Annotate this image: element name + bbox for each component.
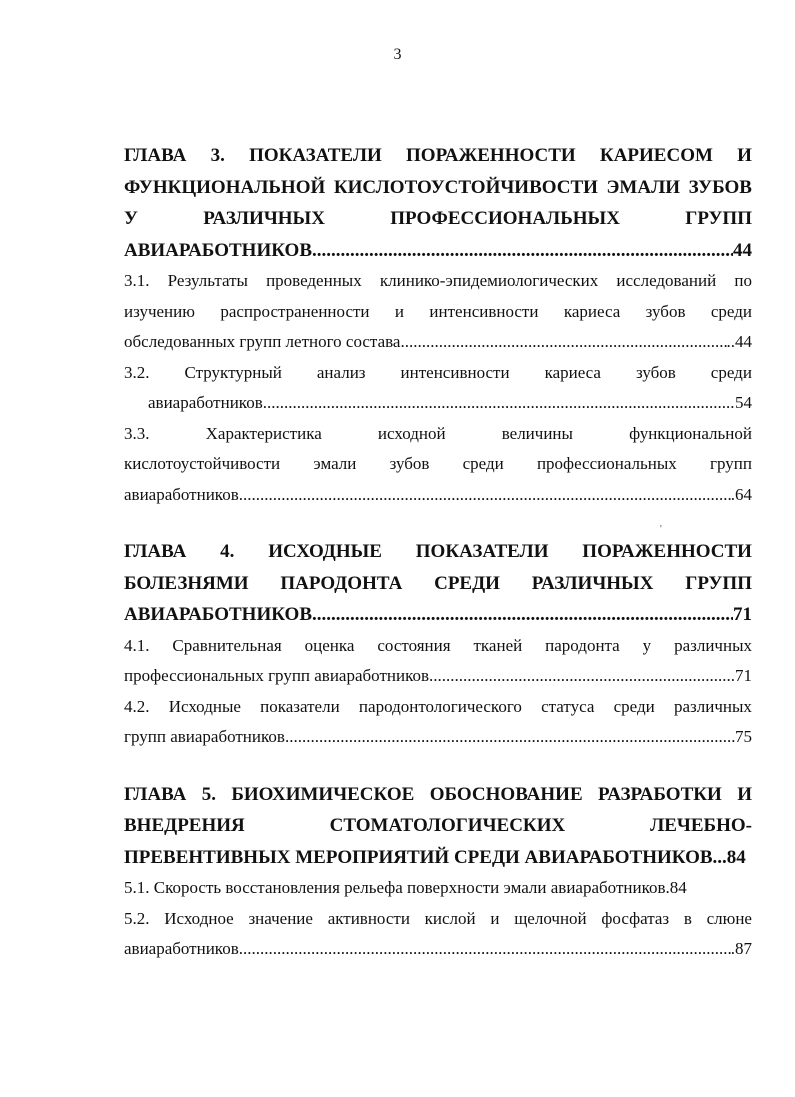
chapter-gap [124, 510, 752, 536]
word: среди [613, 696, 655, 716]
word: изучению [124, 301, 195, 321]
entry-page: 71 [735, 666, 752, 685]
chapter-title-line [124, 536, 752, 568]
dot-leader [239, 480, 731, 511]
word: исходной [377, 423, 446, 443]
word: ПОКАЗАТЕЛИ [249, 145, 382, 166]
word: и [490, 908, 500, 928]
section-last-line [124, 934, 752, 965]
word: БОЛЕЗНЯМИ [124, 572, 249, 594]
dot-leader [263, 388, 735, 419]
entry-text: авиаработников [148, 393, 263, 412]
section-last-line [124, 388, 752, 419]
word: показатели [260, 696, 340, 716]
word: 3.2. [124, 362, 150, 382]
word: Исходные [168, 696, 241, 716]
word: 3.1. [124, 271, 150, 290]
word: СРЕДИ [434, 572, 500, 594]
section-last-line [124, 327, 752, 358]
word: интенсивности [400, 362, 510, 382]
word: ЭМАЛИ [606, 176, 681, 198]
dot-leader [312, 235, 733, 267]
word: ОБОСНОВАНИЕ [429, 783, 583, 805]
word: И [737, 783, 752, 805]
chapter-title-line [124, 779, 752, 811]
word: профессиональных [536, 454, 677, 473]
section-line [124, 692, 752, 723]
word: исследований [616, 271, 717, 290]
word: зубов [635, 362, 676, 382]
entry-page: 84 [726, 846, 746, 868]
word: ПАРОДОНТА [280, 572, 403, 594]
word: зубов [389, 454, 430, 473]
word: различных [674, 696, 752, 716]
word: оценка [304, 635, 355, 655]
word: ГРУПП [685, 572, 752, 594]
word: функциональной [629, 423, 752, 443]
word: 4.1. [124, 635, 150, 655]
chapter-title-line [124, 140, 752, 172]
chapter-sections [124, 873, 752, 965]
word: 5.2. [124, 908, 150, 928]
word: статуса [541, 696, 595, 716]
section-last-line [124, 661, 752, 692]
dot-leader [285, 722, 735, 753]
chapter-heading [124, 779, 752, 874]
chapter-heading [124, 140, 752, 266]
word: зубов [645, 301, 686, 321]
word: ГЛАВА [124, 145, 187, 166]
word: среди [462, 454, 504, 473]
word: пародонтологического [358, 696, 522, 716]
word: слюне [706, 908, 752, 928]
word: клинико-эпидемиологических [379, 271, 599, 290]
entry-page: ..44 [726, 332, 752, 351]
word: групп [709, 454, 752, 473]
word: РАЗРАБОТКИ [598, 783, 722, 805]
word: КАРИЕСОМ [599, 145, 713, 166]
section-line [124, 297, 752, 328]
chapter-heading [124, 536, 752, 631]
word: и [394, 301, 405, 321]
word: Результаты [167, 271, 248, 290]
word: РАЗЛИЧНЫХ [203, 208, 325, 229]
chapter-title-line [124, 568, 752, 600]
word: 4. [220, 541, 235, 562]
word: различных [674, 635, 752, 655]
chapter-title-line [124, 172, 752, 204]
word: значение [248, 908, 313, 928]
entry-text: авиаработников [124, 939, 239, 958]
word: ФУНКЦИОНАЛЬНОЙ [124, 176, 326, 198]
entry-page: 54 [735, 393, 752, 412]
word: активности [327, 908, 410, 928]
word: распространенности [220, 301, 370, 321]
chapter-title-line [124, 810, 752, 842]
word: состояния [377, 635, 451, 655]
entry-page: 71 [733, 604, 752, 625]
entry-page: .87 [730, 939, 752, 958]
section-line [124, 358, 752, 389]
table-of-contents [124, 140, 752, 965]
section-line [124, 449, 752, 480]
stray-mark: ' [660, 524, 662, 535]
word: 3.3. [124, 423, 150, 443]
word: величины [501, 423, 573, 443]
word: фосфатаз [601, 908, 670, 928]
word: 5. [201, 783, 216, 805]
chapter-sections [124, 631, 752, 753]
section-line [124, 873, 752, 904]
entry-page: .64 [730, 484, 752, 504]
entry-page: 44 [733, 239, 752, 261]
section-line [124, 631, 752, 662]
word: тканей [473, 635, 523, 655]
chapter-title-last-line [124, 599, 752, 631]
word: БИОХИМИЧЕСКОЕ [231, 783, 415, 805]
word: эмали [313, 454, 357, 473]
word: кислотоустойчивости [124, 454, 281, 473]
word: ПРОФЕССИОНАЛЬНЫХ [390, 208, 620, 229]
word: 3. [210, 145, 225, 166]
word: Сравнительная [172, 635, 282, 655]
word: ЗУБОВ [688, 176, 752, 198]
dot-leader [312, 599, 733, 631]
chapter-sections [124, 266, 752, 510]
word: КИСЛОТОУСТОЙЧИВОСТИ [333, 176, 598, 198]
word: кислой [424, 908, 476, 928]
word: ПОКАЗАТЕЛИ [415, 541, 549, 562]
word: 4.2. [124, 696, 150, 716]
section-line [124, 419, 752, 450]
word: по [734, 271, 752, 290]
section-line [124, 266, 752, 297]
word: ВНЕДРЕНИЯ [124, 815, 245, 836]
word: кариеса [563, 301, 621, 321]
word: в [683, 908, 692, 928]
dot-leader [400, 327, 726, 358]
word: СТОМАТОЛОГИЧЕСКИХ [329, 815, 566, 836]
word: интенсивности [429, 301, 539, 321]
word: ГЛАВА [124, 783, 187, 805]
word: РАЗЛИЧНЫХ [531, 572, 654, 594]
word: среди [710, 362, 752, 382]
chapter-gap [124, 753, 752, 779]
word: ГРУПП [685, 208, 752, 229]
word: анализ [316, 362, 366, 382]
word: ПОРАЖЕННОСТИ [406, 145, 576, 166]
word: ПОРАЖЕННОСТИ [582, 541, 752, 562]
word: проведенных [266, 271, 362, 290]
dot-leader [239, 934, 731, 965]
word: Характеристика [205, 423, 322, 443]
chapter-title-last-line [124, 235, 752, 267]
word: ГЛАВА [124, 541, 187, 562]
entry-suffix: ... [712, 846, 727, 868]
entry-text: авиаработников [124, 484, 239, 504]
word: у [642, 635, 652, 655]
entry-text: АВИАРАБОТНИКОВ [124, 239, 312, 261]
word: И [737, 145, 752, 166]
dot-leader [429, 661, 735, 692]
entry-text: ПРЕВЕНТИВНЫХ МЕРОПРИЯТИЙ СРЕДИ АВИАРАБОТНИКОВ [124, 846, 713, 868]
section-line [124, 904, 752, 935]
entry-text: АВИАРАБОТНИКОВ [124, 604, 312, 625]
entry-page: 75 [735, 727, 752, 746]
word: щелочной [514, 908, 587, 928]
entry-text: профессиональных групп авиаработников [124, 666, 429, 685]
word: среди [710, 301, 752, 321]
section-text: 5.1. Скорость восстановления рельефа поверхности эмали авиаработников.84 [124, 878, 687, 897]
chapter-title-line [124, 203, 752, 235]
chapter-title-last-line [124, 842, 752, 874]
entry-text: групп авиаработников [124, 727, 285, 746]
word: кариеса [544, 362, 601, 382]
section-last-line [124, 480, 752, 511]
word: ИСХОДНЫЕ [268, 541, 382, 562]
word: Структурный [184, 362, 282, 382]
word: ЛЕЧЕБНО- [650, 815, 752, 836]
word: пародонта [545, 635, 620, 655]
page-number: 3 [393, 46, 402, 63]
word: У [124, 208, 138, 229]
word: Исходное [164, 908, 234, 928]
entry-text: обследованных групп летного состава [124, 332, 401, 351]
section-last-line [124, 722, 752, 753]
